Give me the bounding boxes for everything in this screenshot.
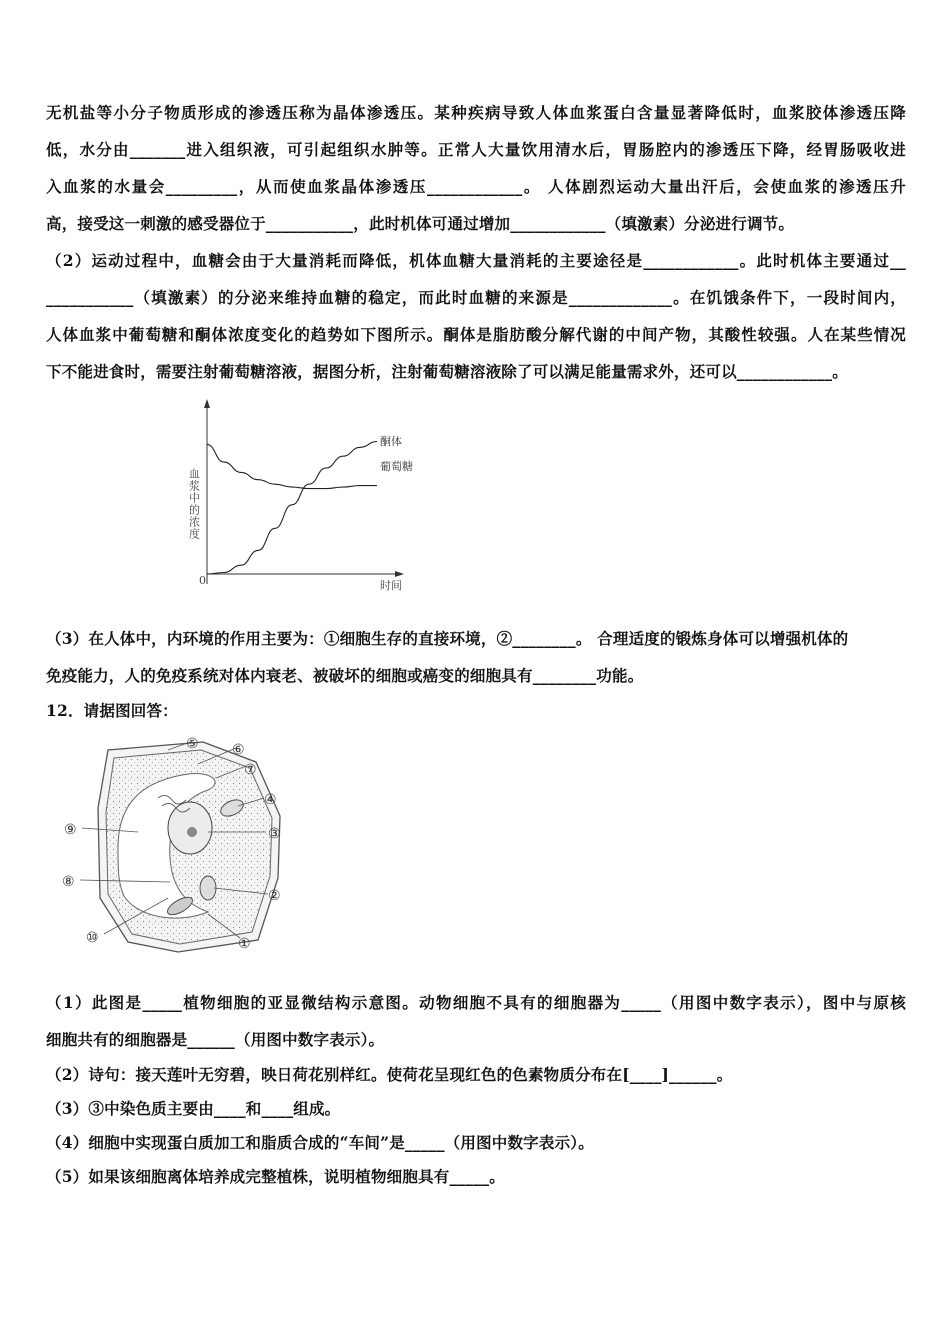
label-5: ⑤ bbox=[186, 736, 199, 752]
text-line-5: （2）运动过程中，血糖会由于大量消耗而降低，机体血糖大量消耗的主要途径是____________。此时机体主要通过__ bbox=[46, 251, 906, 270]
label-2: ② bbox=[268, 888, 281, 904]
label-4: ④ bbox=[264, 792, 277, 808]
x-axis-arrow bbox=[395, 571, 404, 577]
nucleolus bbox=[187, 827, 197, 837]
text-line-10: 免疫能力，人的免疫系统对体内衰老、被破坏的细胞或癌变的细胞具有________功能。 bbox=[46, 666, 644, 685]
answer-line-1b: 细胞共有的细胞器是______（用图中数字表示）。 bbox=[46, 1030, 385, 1049]
text-line-9: （3）在人体中，内环境的作用主要为：①细胞生存的直接环境，②________。 合理适度的锻炼身体可以增强机体的 bbox=[46, 629, 849, 648]
text-line-4: 高，接受这一刺激的感受器位于___________，此时机体可通过增加____________（填激素）分泌进行调节。 bbox=[46, 214, 795, 233]
answer-line-3: （3）③中染色质主要由____和____组成。 bbox=[46, 1099, 341, 1118]
label-3: ③ bbox=[268, 826, 281, 842]
plant-cell-diagram bbox=[58, 728, 306, 964]
legend-glucose: 葡萄糖 bbox=[380, 460, 413, 473]
mitochondrion bbox=[200, 876, 216, 900]
legend-ketone: 酮体 bbox=[380, 435, 402, 448]
answer-line-2: （2）诗句：接天莲叶无穷碧，映日荷花别样红。使荷花呈现红色的色素物质分布在[____]______。 bbox=[46, 1065, 733, 1084]
answer-line-1: （1）此图是_____植物细胞的亚显微结构示意图。动物细胞不具有的细胞器为_____（用图中数字表示），图中与原核 bbox=[46, 993, 906, 1012]
text-line-1: 无机盐等小分子物质形成的渗透压称为晶体渗透压。某种疾病导致人体血浆蛋白含量显著降低时，血浆胶体渗透压降 bbox=[46, 103, 906, 122]
question-12-title: 12．请据图回答： bbox=[46, 701, 178, 720]
label-7: ⑦ bbox=[244, 762, 257, 778]
text-line-7: 人体血浆中葡萄糖和酮体浓度变化的趋势如下图所示。酮体是脂肪酸分解代谢的中间产物，其酸性较强。人在某些情况 bbox=[46, 325, 906, 344]
concentration-chart bbox=[180, 398, 440, 598]
text-line-2: 低，水分由_______进入组织液，可引起组织水肿等。正常人大量饮用清水后，胃肠腔内的渗透压下降，经胃肠吸收进 bbox=[46, 140, 906, 159]
label-6: ⑥ bbox=[232, 742, 245, 758]
text-line-6: ___________（填激素）的分泌来维持血糖的稳定，而此时血糖的来源是_____________。在饥饿条件下，一段时间内， bbox=[46, 288, 906, 307]
label-1: ① bbox=[238, 936, 251, 952]
text-line-8: 下不能进食时，需要注射葡萄糖溶液，据图分析，注射葡萄糖溶液除了可以满足能量需求外，还可以____________。 bbox=[46, 362, 848, 381]
series-ketone-line bbox=[207, 442, 377, 575]
y-axis-arrow bbox=[204, 399, 210, 408]
text-line-3: 入血浆的水量会_________，从而使血浆晶体渗透压____________。 人体剧烈运动大量出汗后，会使血浆的渗透压升 bbox=[46, 177, 906, 196]
x-axis-label: 时间 bbox=[380, 579, 402, 592]
answer-line-4: （4）细胞中实现蛋白质加工和脂质合成的“车间”是_____（用图中数字表示）。 bbox=[46, 1133, 594, 1152]
label-8: ⑧ bbox=[62, 874, 75, 890]
origin-label: 0 bbox=[199, 574, 206, 587]
label-10: ⑩ bbox=[86, 930, 99, 946]
label-9: ⑨ bbox=[64, 822, 77, 838]
y-axis-label: 血浆中的浓度 bbox=[187, 468, 201, 540]
answer-line-5: （5）如果该细胞离体培养成完整植株，说明植物细胞具有_____。 bbox=[46, 1167, 505, 1186]
